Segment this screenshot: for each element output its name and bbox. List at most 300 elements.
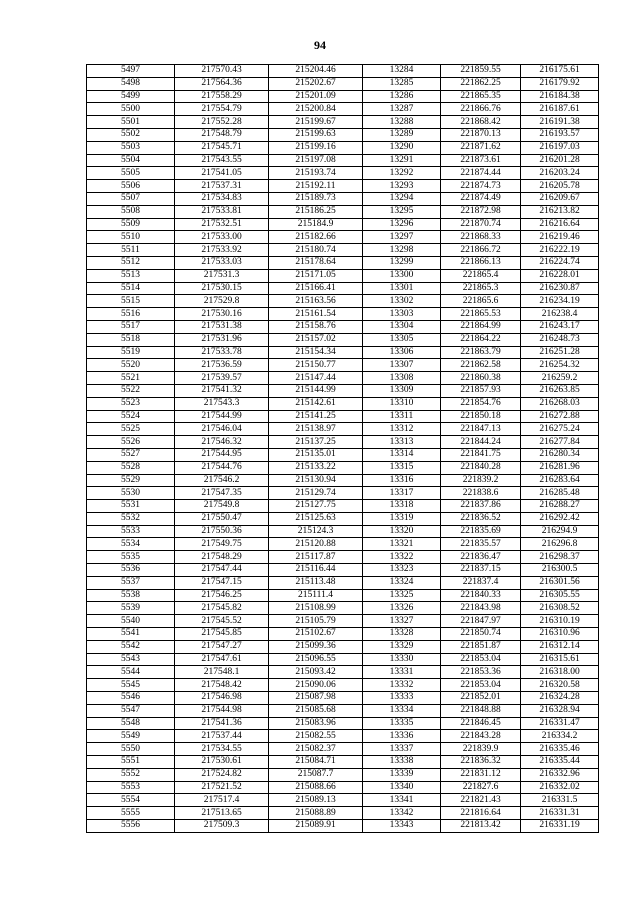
y-coordinate-left-cell: 215166.41 xyxy=(269,282,363,295)
y-coordinate-right-cell: 216224.74 xyxy=(521,256,599,269)
x-coordinate-left-cell: 217546.32 xyxy=(175,436,269,449)
point-number-left-cell: 5524 xyxy=(87,410,175,423)
point-number-left-cell: 5552 xyxy=(87,768,175,781)
table-row xyxy=(87,128,599,141)
y-coordinate-right-cell: 216285.48 xyxy=(521,487,599,500)
point-number-left-cell: 5518 xyxy=(87,333,175,346)
table-row xyxy=(87,602,599,615)
x-coordinate-right-cell: 221860.38 xyxy=(441,372,521,385)
x-coordinate-left-cell: 217546.2 xyxy=(175,474,269,487)
x-coordinate-left-cell: 217547.44 xyxy=(175,564,269,577)
point-number-right-cell: 13298 xyxy=(363,244,441,257)
point-number-left-cell: 5501 xyxy=(87,116,175,129)
point-number-left-cell: 5541 xyxy=(87,628,175,641)
point-number-left-cell: 5498 xyxy=(87,77,175,90)
y-coordinate-right-cell: 216331.19 xyxy=(521,820,599,833)
y-coordinate-left-cell: 215099.36 xyxy=(269,640,363,653)
x-coordinate-left-cell: 217531.38 xyxy=(175,320,269,333)
y-coordinate-left-cell: 215193.74 xyxy=(269,167,363,180)
point-number-right-cell: 13320 xyxy=(363,525,441,538)
point-number-left-cell: 5525 xyxy=(87,423,175,436)
point-number-left-cell: 5544 xyxy=(87,666,175,679)
table-row xyxy=(87,308,599,321)
y-coordinate-right-cell: 216331.5 xyxy=(521,794,599,807)
point-number-left-cell: 5527 xyxy=(87,448,175,461)
x-coordinate-right-cell: 221857.93 xyxy=(441,384,521,397)
y-coordinate-right-cell: 216193.57 xyxy=(521,128,599,141)
point-number-left-cell: 5519 xyxy=(87,346,175,359)
table-row xyxy=(87,487,599,500)
x-coordinate-left-cell: 217564.36 xyxy=(175,77,269,90)
x-coordinate-right-cell: 221870.13 xyxy=(441,128,521,141)
y-coordinate-left-cell: 215116.44 xyxy=(269,564,363,577)
x-coordinate-left-cell: 217541.36 xyxy=(175,717,269,730)
point-number-left-cell: 5523 xyxy=(87,397,175,410)
x-coordinate-right-cell: 221851.87 xyxy=(441,640,521,653)
y-coordinate-right-cell: 216298.37 xyxy=(521,551,599,564)
point-number-right-cell: 13286 xyxy=(363,90,441,103)
x-coordinate-left-cell: 217550.36 xyxy=(175,525,269,538)
y-coordinate-left-cell: 215199.16 xyxy=(269,141,363,154)
x-coordinate-left-cell: 217548.1 xyxy=(175,666,269,679)
table-row xyxy=(87,256,599,269)
y-coordinate-right-cell: 216331.31 xyxy=(521,807,599,820)
x-coordinate-right-cell: 221836.47 xyxy=(441,551,521,564)
y-coordinate-left-cell: 215111.4 xyxy=(269,589,363,602)
y-coordinate-right-cell: 216310.96 xyxy=(521,628,599,641)
x-coordinate-left-cell: 217544.98 xyxy=(175,704,269,717)
y-coordinate-left-cell: 215197.08 xyxy=(269,154,363,167)
x-coordinate-right-cell: 221840.33 xyxy=(441,589,521,602)
x-coordinate-left-cell: 217548.29 xyxy=(175,551,269,564)
y-coordinate-left-cell: 215133.22 xyxy=(269,461,363,474)
point-number-left-cell: 5499 xyxy=(87,90,175,103)
y-coordinate-left-cell: 215204.46 xyxy=(269,65,363,78)
y-coordinate-left-cell: 215087.98 xyxy=(269,692,363,705)
point-number-left-cell: 5534 xyxy=(87,538,175,551)
y-coordinate-left-cell: 215084.71 xyxy=(269,756,363,769)
x-coordinate-left-cell: 217533.81 xyxy=(175,205,269,218)
point-number-right-cell: 13331 xyxy=(363,666,441,679)
x-coordinate-left-cell: 217537.31 xyxy=(175,180,269,193)
point-number-right-cell: 13304 xyxy=(363,320,441,333)
y-coordinate-left-cell: 215120.88 xyxy=(269,538,363,551)
x-coordinate-right-cell: 221831.12 xyxy=(441,768,521,781)
y-coordinate-left-cell: 215184.9 xyxy=(269,218,363,231)
table-row xyxy=(87,103,599,116)
table-row xyxy=(87,525,599,538)
point-number-right-cell: 13324 xyxy=(363,576,441,589)
y-coordinate-right-cell: 216275.24 xyxy=(521,423,599,436)
y-coordinate-left-cell: 215082.55 xyxy=(269,730,363,743)
point-number-right-cell: 13303 xyxy=(363,308,441,321)
point-number-left-cell: 5515 xyxy=(87,295,175,308)
table-row xyxy=(87,333,599,346)
y-coordinate-right-cell: 216184.38 xyxy=(521,90,599,103)
table-row xyxy=(87,768,599,781)
point-number-left-cell: 5505 xyxy=(87,167,175,180)
x-coordinate-right-cell: 221872.98 xyxy=(441,205,521,218)
point-number-right-cell: 13316 xyxy=(363,474,441,487)
point-number-right-cell: 13342 xyxy=(363,807,441,820)
y-coordinate-right-cell: 216213.82 xyxy=(521,205,599,218)
point-number-left-cell: 5546 xyxy=(87,692,175,705)
x-coordinate-right-cell: 221839.2 xyxy=(441,474,521,487)
table-row xyxy=(87,410,599,423)
point-number-right-cell: 13305 xyxy=(363,333,441,346)
x-coordinate-right-cell: 221844.24 xyxy=(441,436,521,449)
x-coordinate-left-cell: 217552.28 xyxy=(175,116,269,129)
point-number-right-cell: 13311 xyxy=(363,410,441,423)
point-number-right-cell: 13299 xyxy=(363,256,441,269)
y-coordinate-left-cell: 215138.97 xyxy=(269,423,363,436)
x-coordinate-right-cell: 221853.04 xyxy=(441,679,521,692)
y-coordinate-right-cell: 216187.61 xyxy=(521,103,599,116)
point-number-right-cell: 13340 xyxy=(363,781,441,794)
point-number-right-cell: 13289 xyxy=(363,128,441,141)
table-row xyxy=(87,512,599,525)
point-number-left-cell: 5503 xyxy=(87,141,175,154)
point-number-left-cell: 5504 xyxy=(87,154,175,167)
point-number-right-cell: 13306 xyxy=(363,346,441,359)
y-coordinate-left-cell: 215147.44 xyxy=(269,372,363,385)
x-coordinate-right-cell: 221850.18 xyxy=(441,410,521,423)
table-row xyxy=(87,461,599,474)
x-coordinate-right-cell: 221854.76 xyxy=(441,397,521,410)
y-coordinate-left-cell: 215096.55 xyxy=(269,653,363,666)
point-number-left-cell: 5547 xyxy=(87,704,175,717)
x-coordinate-right-cell: 221835.69 xyxy=(441,525,521,538)
x-coordinate-right-cell: 221827.6 xyxy=(441,781,521,794)
point-number-right-cell: 13321 xyxy=(363,538,441,551)
y-coordinate-left-cell: 215161.54 xyxy=(269,308,363,321)
x-coordinate-right-cell: 221873.61 xyxy=(441,154,521,167)
y-coordinate-right-cell: 216292.42 xyxy=(521,512,599,525)
y-coordinate-left-cell: 215202.67 xyxy=(269,77,363,90)
point-number-left-cell: 5543 xyxy=(87,653,175,666)
x-coordinate-right-cell: 221840.28 xyxy=(441,461,521,474)
point-number-left-cell: 5526 xyxy=(87,436,175,449)
y-coordinate-left-cell: 215142.61 xyxy=(269,397,363,410)
x-coordinate-left-cell: 217558.29 xyxy=(175,90,269,103)
y-coordinate-left-cell: 215199.67 xyxy=(269,116,363,129)
y-coordinate-left-cell: 215125.63 xyxy=(269,512,363,525)
y-coordinate-left-cell: 215158.76 xyxy=(269,320,363,333)
point-number-right-cell: 13337 xyxy=(363,743,441,756)
point-number-left-cell: 5521 xyxy=(87,372,175,385)
y-coordinate-right-cell: 216334.2 xyxy=(521,730,599,743)
point-number-left-cell: 5514 xyxy=(87,282,175,295)
x-coordinate-left-cell: 217521.52 xyxy=(175,781,269,794)
point-number-left-cell: 5548 xyxy=(87,717,175,730)
point-number-left-cell: 5529 xyxy=(87,474,175,487)
y-coordinate-left-cell: 215201.09 xyxy=(269,90,363,103)
x-coordinate-right-cell: 221862.25 xyxy=(441,77,521,90)
y-coordinate-right-cell: 216315.61 xyxy=(521,653,599,666)
point-number-left-cell: 5556 xyxy=(87,820,175,833)
x-coordinate-right-cell: 221837.4 xyxy=(441,576,521,589)
point-number-right-cell: 13319 xyxy=(363,512,441,525)
y-coordinate-right-cell: 216201.28 xyxy=(521,154,599,167)
y-coordinate-left-cell: 215186.25 xyxy=(269,205,363,218)
y-coordinate-right-cell: 216179.92 xyxy=(521,77,599,90)
point-number-left-cell: 5497 xyxy=(87,65,175,78)
y-coordinate-right-cell: 216259.2 xyxy=(521,372,599,385)
table-row xyxy=(87,679,599,692)
y-coordinate-right-cell: 216203.24 xyxy=(521,167,599,180)
point-number-right-cell: 13323 xyxy=(363,564,441,577)
y-coordinate-left-cell: 215088.89 xyxy=(269,807,363,820)
point-number-right-cell: 13335 xyxy=(363,717,441,730)
x-coordinate-right-cell: 221838.6 xyxy=(441,487,521,500)
point-number-right-cell: 13295 xyxy=(363,205,441,218)
y-coordinate-left-cell: 215137.25 xyxy=(269,436,363,449)
x-coordinate-left-cell: 217531.96 xyxy=(175,333,269,346)
y-coordinate-left-cell: 215127.75 xyxy=(269,500,363,513)
point-number-right-cell: 13341 xyxy=(363,794,441,807)
x-coordinate-right-cell: 221868.42 xyxy=(441,116,521,129)
point-number-left-cell: 5502 xyxy=(87,128,175,141)
x-coordinate-left-cell: 217533.00 xyxy=(175,231,269,244)
y-coordinate-left-cell: 215135.01 xyxy=(269,448,363,461)
x-coordinate-right-cell: 221846.45 xyxy=(441,717,521,730)
table-row xyxy=(87,551,599,564)
y-coordinate-right-cell: 216312.14 xyxy=(521,640,599,653)
x-coordinate-left-cell: 217545.71 xyxy=(175,141,269,154)
x-coordinate-left-cell: 217541.32 xyxy=(175,384,269,397)
y-coordinate-left-cell: 215130.94 xyxy=(269,474,363,487)
x-coordinate-right-cell: 221841.75 xyxy=(441,448,521,461)
point-number-left-cell: 5512 xyxy=(87,256,175,269)
y-coordinate-right-cell: 216294.9 xyxy=(521,525,599,538)
table-row xyxy=(87,218,599,231)
x-coordinate-right-cell: 221821.43 xyxy=(441,794,521,807)
point-number-right-cell: 13334 xyxy=(363,704,441,717)
point-number-left-cell: 5553 xyxy=(87,781,175,794)
table-row xyxy=(87,564,599,577)
point-number-left-cell: 5555 xyxy=(87,807,175,820)
point-number-right-cell: 13287 xyxy=(363,103,441,116)
y-coordinate-right-cell: 216248.73 xyxy=(521,333,599,346)
y-coordinate-right-cell: 216320.58 xyxy=(521,679,599,692)
point-number-left-cell: 5507 xyxy=(87,192,175,205)
x-coordinate-right-cell: 221853.04 xyxy=(441,653,521,666)
y-coordinate-left-cell: 215089.91 xyxy=(269,820,363,833)
point-number-right-cell: 13294 xyxy=(363,192,441,205)
x-coordinate-right-cell: 221843.98 xyxy=(441,602,521,615)
table-row xyxy=(87,807,599,820)
coordinates-table-body xyxy=(87,65,599,833)
x-coordinate-right-cell: 221865.6 xyxy=(441,295,521,308)
y-coordinate-left-cell: 215182.66 xyxy=(269,231,363,244)
point-number-left-cell: 5510 xyxy=(87,231,175,244)
table-row xyxy=(87,192,599,205)
point-number-right-cell: 13325 xyxy=(363,589,441,602)
y-coordinate-right-cell: 216228.01 xyxy=(521,269,599,282)
y-coordinate-left-cell: 215180.74 xyxy=(269,244,363,257)
point-number-left-cell: 5532 xyxy=(87,512,175,525)
x-coordinate-right-cell: 221863.79 xyxy=(441,346,521,359)
table-row xyxy=(87,704,599,717)
page-number: 94 xyxy=(314,38,326,52)
y-coordinate-left-cell: 215090.06 xyxy=(269,679,363,692)
table-row xyxy=(87,141,599,154)
point-number-left-cell: 5530 xyxy=(87,487,175,500)
y-coordinate-right-cell: 216197.03 xyxy=(521,141,599,154)
x-coordinate-right-cell: 221816.64 xyxy=(441,807,521,820)
y-coordinate-left-cell: 215108.99 xyxy=(269,602,363,615)
table-row xyxy=(87,666,599,679)
y-coordinate-left-cell: 215087.7 xyxy=(269,768,363,781)
table-row xyxy=(87,397,599,410)
y-coordinate-left-cell: 215199.63 xyxy=(269,128,363,141)
y-coordinate-right-cell: 216335.44 xyxy=(521,756,599,769)
x-coordinate-right-cell: 221853.36 xyxy=(441,666,521,679)
point-number-left-cell: 5528 xyxy=(87,461,175,474)
x-coordinate-left-cell: 217533.78 xyxy=(175,346,269,359)
point-number-left-cell: 5539 xyxy=(87,602,175,615)
y-coordinate-right-cell: 216222.19 xyxy=(521,244,599,257)
point-number-right-cell: 13327 xyxy=(363,615,441,628)
point-number-right-cell: 13339 xyxy=(363,768,441,781)
x-coordinate-left-cell: 217530.61 xyxy=(175,756,269,769)
x-coordinate-left-cell: 217530.15 xyxy=(175,282,269,295)
x-coordinate-left-cell: 217509.3 xyxy=(175,820,269,833)
x-coordinate-left-cell: 217530.16 xyxy=(175,308,269,321)
y-coordinate-right-cell: 216310.19 xyxy=(521,615,599,628)
y-coordinate-left-cell: 215124.3 xyxy=(269,525,363,538)
table-row xyxy=(87,359,599,372)
table-row xyxy=(87,794,599,807)
table-row xyxy=(87,538,599,551)
y-coordinate-right-cell: 216300.5 xyxy=(521,564,599,577)
point-number-left-cell: 5516 xyxy=(87,308,175,321)
point-number-left-cell: 5522 xyxy=(87,384,175,397)
y-coordinate-right-cell: 216234.19 xyxy=(521,295,599,308)
y-coordinate-right-cell: 216243.17 xyxy=(521,320,599,333)
x-coordinate-right-cell: 221864.22 xyxy=(441,333,521,346)
x-coordinate-left-cell: 217547.15 xyxy=(175,576,269,589)
y-coordinate-left-cell: 215189.73 xyxy=(269,192,363,205)
point-number-left-cell: 5538 xyxy=(87,589,175,602)
x-coordinate-left-cell: 217545.85 xyxy=(175,628,269,641)
x-coordinate-right-cell: 221866.76 xyxy=(441,103,521,116)
x-coordinate-right-cell: 221839.9 xyxy=(441,743,521,756)
point-number-right-cell: 13313 xyxy=(363,436,441,449)
x-coordinate-left-cell: 217549.75 xyxy=(175,538,269,551)
point-number-right-cell: 13302 xyxy=(363,295,441,308)
x-coordinate-left-cell: 217524.82 xyxy=(175,768,269,781)
x-coordinate-left-cell: 217544.95 xyxy=(175,448,269,461)
y-coordinate-left-cell: 215102.67 xyxy=(269,628,363,641)
point-number-right-cell: 13328 xyxy=(363,628,441,641)
y-coordinate-right-cell: 216205.78 xyxy=(521,180,599,193)
table-row xyxy=(87,346,599,359)
y-coordinate-right-cell: 216216.64 xyxy=(521,218,599,231)
x-coordinate-right-cell: 221865.4 xyxy=(441,269,521,282)
point-number-left-cell: 5531 xyxy=(87,500,175,513)
x-coordinate-right-cell: 221866.72 xyxy=(441,244,521,257)
y-coordinate-left-cell: 215171.05 xyxy=(269,269,363,282)
x-coordinate-left-cell: 217531.3 xyxy=(175,269,269,282)
x-coordinate-left-cell: 217513.65 xyxy=(175,807,269,820)
table-row xyxy=(87,628,599,641)
point-number-left-cell: 5537 xyxy=(87,576,175,589)
y-coordinate-left-cell: 215144.99 xyxy=(269,384,363,397)
x-coordinate-right-cell: 221865.3 xyxy=(441,282,521,295)
y-coordinate-left-cell: 215178.64 xyxy=(269,256,363,269)
x-coordinate-right-cell: 221870.74 xyxy=(441,218,521,231)
y-coordinate-left-cell: 215200.84 xyxy=(269,103,363,116)
table-row xyxy=(87,244,599,257)
x-coordinate-left-cell: 217545.52 xyxy=(175,615,269,628)
table-row xyxy=(87,116,599,129)
point-number-right-cell: 13317 xyxy=(363,487,441,500)
x-coordinate-right-cell: 221836.52 xyxy=(441,512,521,525)
table-row xyxy=(87,423,599,436)
y-coordinate-right-cell: 216305.55 xyxy=(521,589,599,602)
y-coordinate-right-cell: 216296.8 xyxy=(521,538,599,551)
y-coordinate-right-cell: 216335.46 xyxy=(521,743,599,756)
x-coordinate-left-cell: 217547.35 xyxy=(175,487,269,500)
y-coordinate-right-cell: 216332.02 xyxy=(521,781,599,794)
y-coordinate-left-cell: 215105.79 xyxy=(269,615,363,628)
x-coordinate-right-cell: 221850.74 xyxy=(441,628,521,641)
y-coordinate-right-cell: 216283.64 xyxy=(521,474,599,487)
y-coordinate-right-cell: 216318.00 xyxy=(521,666,599,679)
point-number-right-cell: 13301 xyxy=(363,282,441,295)
x-coordinate-right-cell: 221847.97 xyxy=(441,615,521,628)
x-coordinate-left-cell: 217532.51 xyxy=(175,218,269,231)
y-coordinate-left-cell: 215082.37 xyxy=(269,743,363,756)
point-number-left-cell: 5533 xyxy=(87,525,175,538)
x-coordinate-right-cell: 221859.55 xyxy=(441,65,521,78)
point-number-right-cell: 13318 xyxy=(363,500,441,513)
point-number-right-cell: 13292 xyxy=(363,167,441,180)
table-row xyxy=(87,756,599,769)
x-coordinate-left-cell: 217537.44 xyxy=(175,730,269,743)
x-coordinate-left-cell: 217549.8 xyxy=(175,500,269,513)
y-coordinate-right-cell: 216230.87 xyxy=(521,282,599,295)
y-coordinate-right-cell: 216301.56 xyxy=(521,576,599,589)
point-number-left-cell: 5508 xyxy=(87,205,175,218)
point-number-right-cell: 13338 xyxy=(363,756,441,769)
point-number-right-cell: 13315 xyxy=(363,461,441,474)
table-row xyxy=(87,589,599,602)
y-coordinate-left-cell: 215163.56 xyxy=(269,295,363,308)
point-number-right-cell: 13333 xyxy=(363,692,441,705)
x-coordinate-right-cell: 221852.01 xyxy=(441,692,521,705)
y-coordinate-left-cell: 215085.68 xyxy=(269,704,363,717)
x-coordinate-left-cell: 217543.3 xyxy=(175,397,269,410)
point-number-right-cell: 13326 xyxy=(363,602,441,615)
x-coordinate-left-cell: 217541.05 xyxy=(175,167,269,180)
y-coordinate-right-cell: 216263.85 xyxy=(521,384,599,397)
point-number-left-cell: 5500 xyxy=(87,103,175,116)
y-coordinate-left-cell: 215088.66 xyxy=(269,781,363,794)
table-row xyxy=(87,615,599,628)
x-coordinate-left-cell: 217554.79 xyxy=(175,103,269,116)
x-coordinate-left-cell: 217546.98 xyxy=(175,692,269,705)
x-coordinate-right-cell: 221848.88 xyxy=(441,704,521,717)
point-number-left-cell: 5536 xyxy=(87,564,175,577)
y-coordinate-right-cell: 216209.67 xyxy=(521,192,599,205)
y-coordinate-right-cell: 216308.52 xyxy=(521,602,599,615)
y-coordinate-left-cell: 215192.11 xyxy=(269,180,363,193)
y-coordinate-left-cell: 215157.02 xyxy=(269,333,363,346)
table-row xyxy=(87,295,599,308)
table-row xyxy=(87,205,599,218)
